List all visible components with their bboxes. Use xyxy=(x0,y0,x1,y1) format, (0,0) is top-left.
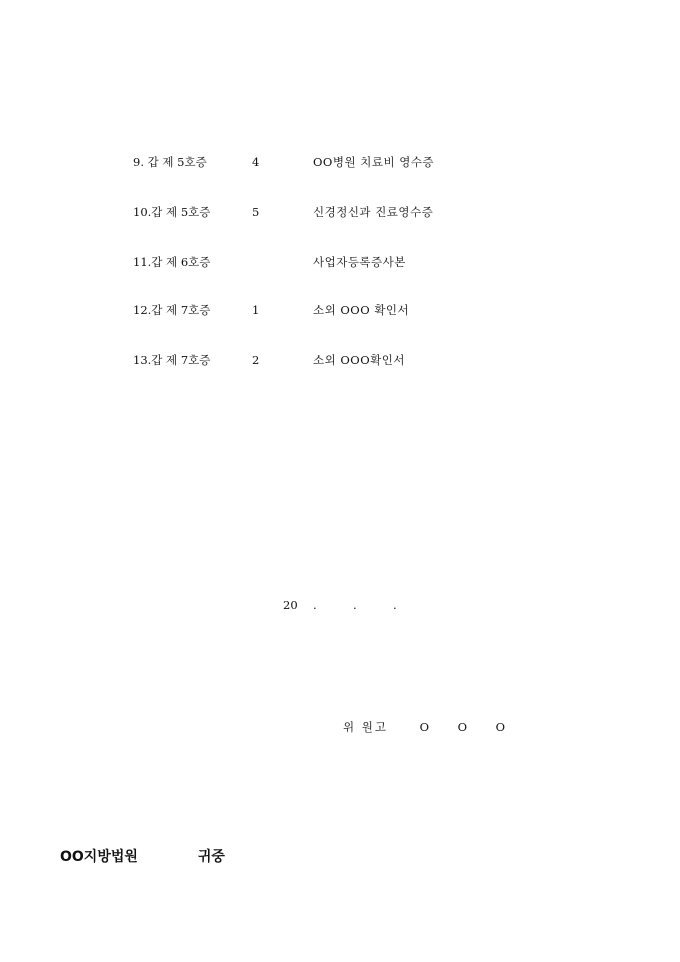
signature-name xyxy=(420,720,534,734)
evidence-description: 소외 OOO확인서 xyxy=(313,353,405,367)
evidence-subnumber: 2 xyxy=(252,353,260,367)
evidence-subnumber: 4 xyxy=(252,155,260,169)
addressee-suffix: 귀중 xyxy=(197,849,225,865)
signature-name-char: O xyxy=(495,720,506,734)
evidence-description: OO병원 치료비 영수증 xyxy=(313,155,435,169)
signature-name-char: O xyxy=(419,720,430,734)
evidence-subnumber: 5 xyxy=(252,205,260,219)
evidence-subnumber: 1 xyxy=(252,303,260,317)
date-separator: . xyxy=(393,598,397,612)
evidence-number: 11.갑 제 6호증 xyxy=(133,255,211,269)
evidence-description: 소외 OOO 확인서 xyxy=(313,303,410,317)
date-separator: . xyxy=(353,598,357,612)
date-year: 20 xyxy=(283,598,298,612)
date-separator: . xyxy=(313,598,317,612)
evidence-row xyxy=(0,202,680,222)
evidence-description: 사업자등록증사본 xyxy=(313,255,406,269)
signature-line xyxy=(343,719,534,735)
evidence-number: 12.갑 제 7호증 xyxy=(133,303,211,317)
signature-name-char: O xyxy=(457,720,468,734)
evidence-row xyxy=(0,252,680,272)
addressee-line xyxy=(60,846,225,866)
evidence-row xyxy=(0,152,680,172)
evidence-row xyxy=(0,350,680,370)
evidence-number: 9. 갑 제 5호증 xyxy=(133,155,207,169)
court-name: OO지방법원 xyxy=(60,849,138,865)
signature-label: 위 원고 xyxy=(343,720,388,734)
evidence-number: 10.갑 제 5호증 xyxy=(133,205,211,219)
evidence-row xyxy=(0,300,680,320)
evidence-number: 13.갑 제 7호증 xyxy=(133,353,211,367)
evidence-description: 신경정신과 진료영수증 xyxy=(313,205,434,219)
date-line xyxy=(283,598,433,612)
